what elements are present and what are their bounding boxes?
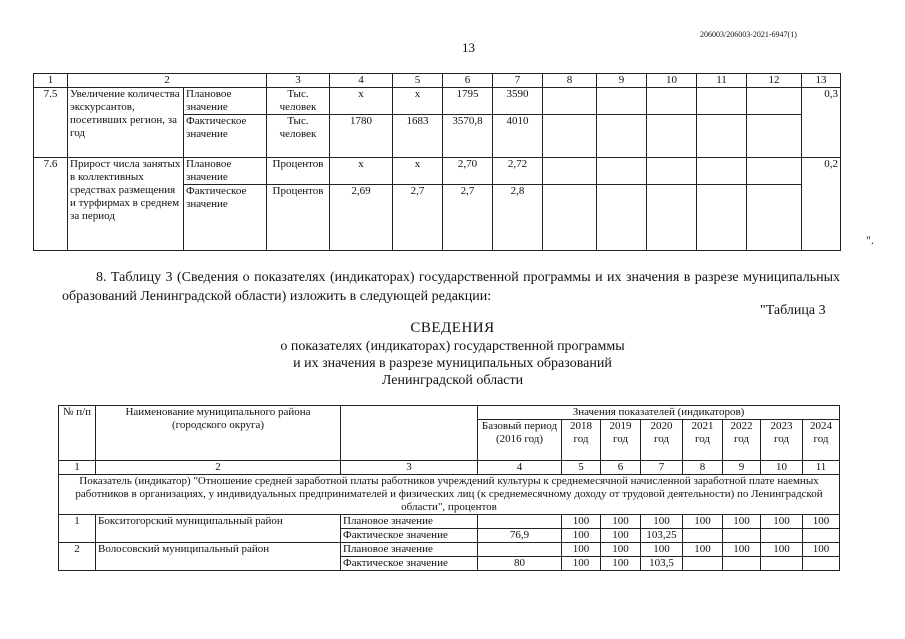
table2-header-row	[59, 406, 840, 420]
value-2018: 100	[562, 515, 601, 529]
colnum: 11	[803, 461, 840, 475]
value-col5: х	[393, 158, 443, 185]
colnum: 3	[341, 461, 478, 475]
value-col6: 3570,8	[443, 115, 493, 158]
value-2024: 100	[803, 515, 840, 529]
value-col5: 1683	[393, 115, 443, 158]
table-row	[59, 543, 840, 557]
unit: Процентов	[267, 158, 330, 185]
empty-cell	[747, 158, 802, 185]
indicator-row	[59, 475, 840, 515]
colnum: 5	[562, 461, 601, 475]
value-type: Фактическое значение	[184, 185, 267, 251]
value-col6: 2,7	[443, 185, 493, 251]
value-col7: 2,72	[493, 158, 543, 185]
header-base-period: Базовый период (2016 год)	[478, 420, 562, 461]
empty-cell	[697, 88, 747, 115]
value-col7: 4010	[493, 115, 543, 158]
empty-cell	[543, 88, 597, 115]
row-number: 7.6	[34, 158, 68, 251]
value-2023: 100	[761, 515, 803, 529]
value-2021	[683, 529, 723, 543]
amendment-paragraph: 8. Таблицу 3 (Сведения о показателях (индикаторах) государственной программы и их значения в разрезе муниципальных образований Ленинградской области) изложить в следующей редакции:	[62, 270, 840, 304]
unit: Тыс. человек	[267, 115, 330, 158]
empty-cell	[647, 115, 697, 158]
empty-cell	[747, 185, 802, 251]
header-year-2019: 2019 год	[601, 420, 641, 461]
t1-col-9: 9	[597, 74, 647, 88]
value-type: Фактическое значение	[184, 115, 267, 158]
value-2018: 100	[562, 557, 601, 571]
value-2020: 103,25	[641, 529, 683, 543]
indicator-name: Увеличение количества экскурсантов, посетивших регион, за год	[68, 88, 184, 158]
value-2019: 100	[601, 529, 641, 543]
empty-cell	[647, 158, 697, 185]
indicator-name: Прирост числа занятых в коллективных средствах размещения и турфирмах в среднем за период	[68, 158, 184, 251]
empty-cell	[697, 185, 747, 251]
t1-col-11: 11	[697, 74, 747, 88]
value-col5: 2,7	[393, 185, 443, 251]
header-year-2024: 2024 год	[803, 420, 840, 461]
value-type: Фактическое значение	[341, 557, 478, 571]
value-type: Плановое значение	[184, 158, 267, 185]
colnum: 7	[641, 461, 683, 475]
value-col7: 3590	[493, 88, 543, 115]
value-type: Плановое значение	[341, 515, 478, 529]
value-2023	[761, 529, 803, 543]
t1-col-3: 3	[267, 74, 330, 88]
unit: Процентов	[267, 185, 330, 251]
value-2024	[803, 529, 840, 543]
empty-cell	[597, 115, 647, 158]
t1-col-6: 6	[443, 74, 493, 88]
value-2020: 100	[641, 543, 683, 557]
value-2021	[683, 557, 723, 571]
empty-cell	[747, 88, 802, 115]
value-2020: 103,5	[641, 557, 683, 571]
header-number: № п/п	[59, 406, 96, 461]
closing-quote: ".	[866, 233, 874, 247]
value-col5: х	[393, 88, 443, 115]
t1-col-4: 4	[330, 74, 393, 88]
empty-cell	[597, 185, 647, 251]
value-2022	[723, 557, 761, 571]
colnum: 10	[761, 461, 803, 475]
header-year-2022: 2022 год	[723, 420, 761, 461]
value-col7: 2,8	[493, 185, 543, 251]
t1-col-2: 2	[68, 74, 267, 88]
value-2024: 100	[803, 543, 840, 557]
t1-col-7: 7	[493, 74, 543, 88]
empty-cell	[341, 406, 478, 461]
value-col6: 1795	[443, 88, 493, 115]
table-label: "Таблица 3	[760, 303, 826, 318]
table-row	[34, 88, 841, 115]
indicators-table-continued	[33, 73, 841, 251]
indicator-description: Показатель (индикатор) "Отношение средней заработной платы работников учреждений культуры к среднемесячной начисленной заработной плате наемных работников в организациях, у индивидуальных предпринимателей и физических лиц (к среднемесячному доходу от трудовой деятельности) по Ленинградской области", процентов	[59, 475, 840, 515]
heading-title: СВЕДЕНИЯ	[410, 320, 495, 336]
row-number: 7.5	[34, 88, 68, 158]
t1-col-8: 8	[543, 74, 597, 88]
value-2021: 100	[683, 543, 723, 557]
t1-col-10: 10	[647, 74, 697, 88]
empty-cell	[647, 88, 697, 115]
empty-cell	[543, 158, 597, 185]
municipality-name: Бокситогорский муниципальный район	[96, 515, 341, 543]
document-id: 206003/206003-2021-6947(1)	[700, 30, 797, 39]
header-values: Значения показателей (индикаторов)	[478, 406, 840, 420]
weight: 0,3	[802, 88, 841, 158]
value-type: Фактическое значение	[341, 529, 478, 543]
header-year-2018: 2018 год	[562, 420, 601, 461]
t1-col-12: 12	[747, 74, 802, 88]
value-2022	[723, 529, 761, 543]
base-value	[478, 543, 562, 557]
table2-column-numbers	[59, 461, 840, 475]
empty-cell	[697, 115, 747, 158]
value-col4: 1780	[330, 115, 393, 158]
value-col4: 2,69	[330, 185, 393, 251]
base-value	[478, 515, 562, 529]
empty-cell	[697, 158, 747, 185]
value-type: Плановое значение	[341, 543, 478, 557]
value-type: Плановое значение	[184, 88, 267, 115]
value-2018: 100	[562, 543, 601, 557]
value-2024	[803, 557, 840, 571]
value-2019: 100	[601, 515, 641, 529]
colnum: 1	[59, 461, 96, 475]
page-number: 13	[462, 40, 475, 55]
header-year-2021: 2021 год	[683, 420, 723, 461]
t1-col-5: 5	[393, 74, 443, 88]
colnum: 2	[96, 461, 341, 475]
heading-line-3: Ленинградской области	[381, 373, 524, 388]
empty-cell	[747, 115, 802, 158]
header-municipality: Наименование муниципального района (городского округа)	[96, 406, 341, 461]
empty-cell	[647, 185, 697, 251]
t1-col-13: 13	[802, 74, 841, 88]
value-col6: 2,70	[443, 158, 493, 185]
base-value: 76,9	[478, 529, 562, 543]
weight: 0,2	[802, 158, 841, 251]
unit: Тыс. человек	[267, 88, 330, 115]
municipality-name: Волосовский муниципальный район	[96, 543, 341, 571]
value-2022: 100	[723, 515, 761, 529]
empty-cell	[543, 185, 597, 251]
row-number: 1	[59, 515, 96, 543]
header-year-2020: 2020 год	[641, 420, 683, 461]
table1-header-row	[34, 74, 841, 88]
value-2022: 100	[723, 543, 761, 557]
value-2023	[761, 557, 803, 571]
table-row	[59, 515, 840, 529]
t1-col-1: 1	[34, 74, 68, 88]
value-2021: 100	[683, 515, 723, 529]
colnum: 6	[601, 461, 641, 475]
value-2018: 100	[562, 529, 601, 543]
value-col4: х	[330, 158, 393, 185]
heading-line-1: о показателях (индикаторах) государственной программы	[280, 339, 625, 354]
header-year-2023: 2023 год	[761, 420, 803, 461]
table-row	[34, 158, 841, 185]
heading-line-2: и их значения в разрезе муниципальных образований	[293, 356, 612, 371]
value-2023: 100	[761, 543, 803, 557]
value-2020: 100	[641, 515, 683, 529]
row-number: 2	[59, 543, 96, 571]
value-2019: 100	[601, 543, 641, 557]
empty-cell	[543, 115, 597, 158]
empty-cell	[597, 158, 647, 185]
colnum: 9	[723, 461, 761, 475]
colnum: 8	[683, 461, 723, 475]
empty-cell	[597, 88, 647, 115]
base-value: 80	[478, 557, 562, 571]
colnum: 4	[478, 461, 562, 475]
value-2019: 100	[601, 557, 641, 571]
value-col4: х	[330, 88, 393, 115]
municipal-indicators-table	[58, 405, 840, 571]
